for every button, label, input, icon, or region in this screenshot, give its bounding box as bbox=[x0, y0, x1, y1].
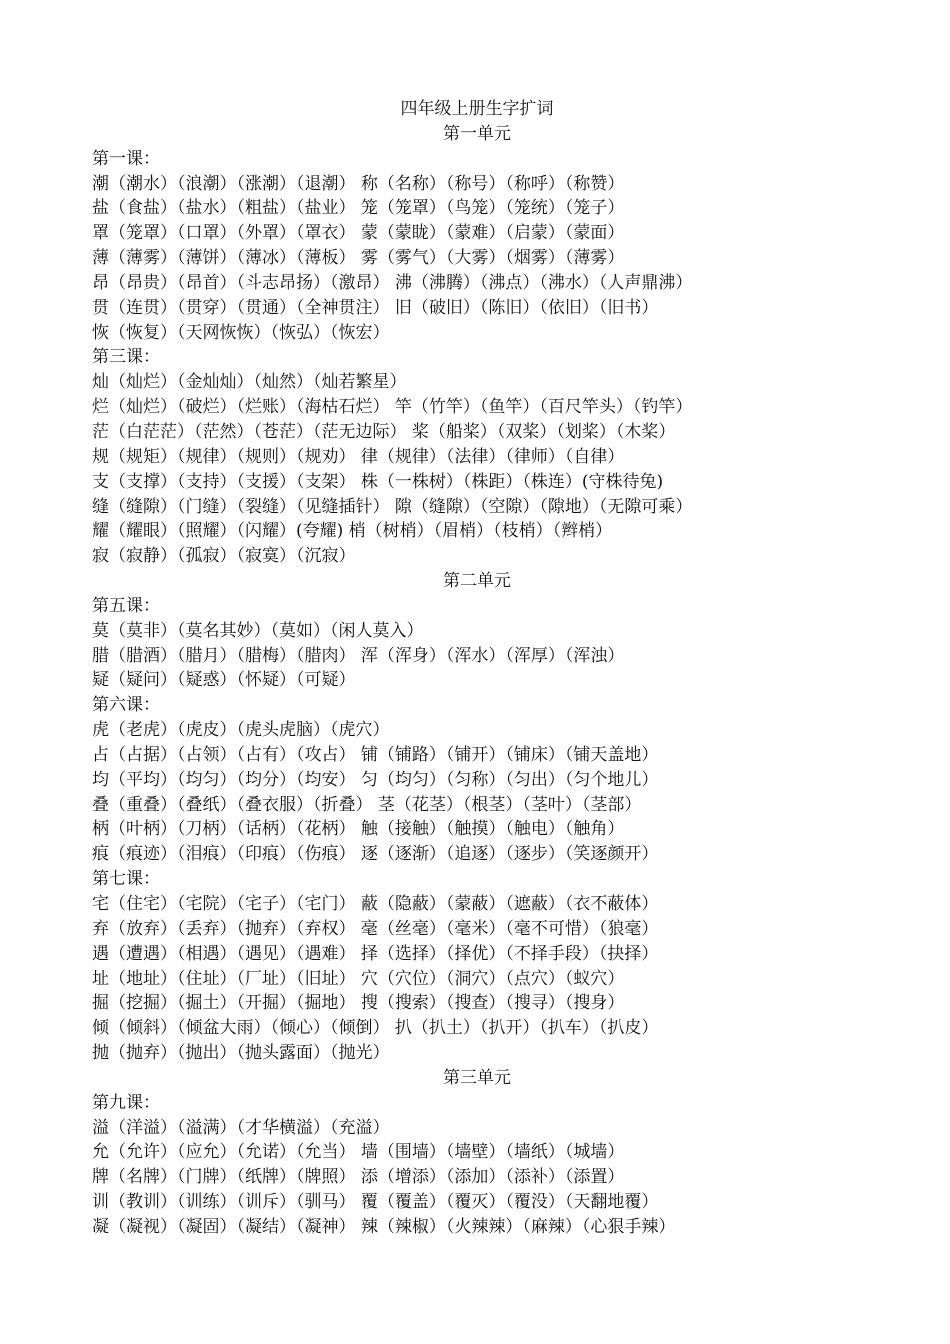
word-line: 溢（洋溢）（溢满）（才华横溢）（充溢） bbox=[92, 1117, 390, 1138]
word-line: 潮（潮水）（浪潮）（涨潮）（退潮） 称（名称）（称号）（称呼）（称赞） bbox=[92, 173, 625, 194]
word-line: 支（支撑）（支持）（支援）（支架） 株（一株树）（株距）（株连）(守株待兔) bbox=[92, 471, 664, 492]
word-line: 耀（耀眼）（照耀）（闪耀）(夸耀) 梢（树梢）（眉梢）（枝梢）（辫梢） bbox=[92, 521, 613, 542]
word-line: 均（平均）（均匀）（均分）（均安） 匀（均匀）（匀称）（匀出）（匀个地儿） bbox=[92, 769, 659, 790]
word-line: 凝（凝视）（凝固）（凝结）（凝神） 辣（辣椒）（火辣辣）（麻辣）（心狠手辣） bbox=[92, 1216, 676, 1237]
word-line: 昂（昂贵）（昂首）（斗志昂扬）（激昂） 沸（沸腾）（沸点）（沸水）（人声鼎沸） bbox=[92, 272, 693, 293]
word-line: 址（地址）（住址）（厂址）（旧址） 穴（穴位）（洞穴）（点穴）（蚁穴） bbox=[92, 968, 625, 989]
word-line: 寂（寂静）（孤寂）（寂寞）（沉寂） bbox=[92, 546, 356, 567]
word-line: 疑（疑问）（疑惑）（怀疑）（可疑） bbox=[92, 670, 356, 691]
word-line: 盐（食盐）（盐水）（粗盐）（盐业） 笼（笼罩）（鸟笼）（笼统）（笼子） bbox=[92, 198, 625, 219]
unit-heading: 第三单元 bbox=[443, 1067, 511, 1088]
word-line: 腊（腊酒）（腊月）（腊梅）（腊肉） 浑（浑身）（浑水）（浑厚）（浑浊） bbox=[92, 645, 625, 666]
word-line: 允（允许）（应允）（允诺）（允当） 墙（围墙）（墙壁）（墙纸）（城墙） bbox=[92, 1142, 625, 1163]
unit-heading: 第二单元 bbox=[443, 571, 511, 592]
word-line: 恢（恢复）（天网恢恢）（恢弘）（恢宏） bbox=[92, 322, 390, 343]
word-line: 训（教训）（训练）（训斥）（驯马） 覆（覆盖）（覆灭）（覆没）（天翻地覆） bbox=[92, 1192, 659, 1213]
lesson-heading: 第五课： bbox=[92, 595, 160, 616]
word-line: 缝（缝隙）（门缝）（裂缝）（见缝插针） 隙（缝隙）（空隙）（隙地）（无隙可乘） bbox=[92, 496, 693, 517]
word-line: 规（规矩）（规律）（规则）（规劝） 律（规律）（法律）（律师）（自律） bbox=[92, 446, 625, 467]
unit-heading: 第一单元 bbox=[443, 123, 511, 144]
word-line: 薄（薄雾）（薄饼）（薄冰）（薄板） 雾（雾气）（大雾）（烟雾）（薄雾） bbox=[92, 248, 625, 269]
word-line: 占（占据）（占领）（占有）（攻占） 铺（铺路）（铺开）（铺床）（铺天盖地） bbox=[92, 744, 659, 765]
lesson-heading: 第九课： bbox=[92, 1092, 160, 1113]
word-line: 痕（痕迹）（泪痕）（印痕）（伤痕） 逐（逐渐）（追逐）（逐步）（笑逐颜开） bbox=[92, 844, 659, 865]
word-line: 莫（莫非）（莫名其妙）（莫如）（闲人莫入） bbox=[92, 620, 424, 641]
word-line: 柄（叶柄）（刀柄）（话柄）（花柄） 触（接触）（触摸）（触电）（触角） bbox=[92, 819, 625, 840]
word-line: 牌（名牌）（门牌）（纸牌）（牌照） 添（增添）（添加）（添补）（添置） bbox=[92, 1167, 625, 1188]
word-line: 宅（住宅）（宅院）（宅子）（宅门） 蔽（隐蔽）（蒙蔽）（遮蔽）（衣不蔽体） bbox=[92, 894, 659, 914]
lesson-heading: 第六课： bbox=[92, 695, 160, 716]
lesson-heading: 第七课： bbox=[92, 869, 160, 890]
word-list bbox=[92, 122, 862, 1240]
word-line: 贯（连贯）（贯穿）（贯通）（全神贯注） 旧（破旧）（陈旧）（依旧）（旧书） bbox=[92, 297, 659, 318]
word-line: 倾（倾斜）（倾盆大雨）（倾心）（倾倒） 扒（扒土）（扒开）（扒车）（扒皮） bbox=[92, 1018, 659, 1039]
word-line: 罩（笼罩）（口罩）（外罩）（罩衣） 蒙（蒙眬）（蒙难）（启蒙）（蒙面） bbox=[92, 223, 625, 244]
word-line: 遇（遭遇）（相遇）（遇见）（遇难） 择（选择）（择优）（不择手段）（抉择） bbox=[92, 943, 659, 964]
word-line: 抛（抛弃）（抛出）（抛头露面）（抛光） bbox=[92, 1043, 390, 1064]
lesson-heading: 第三课： bbox=[92, 347, 160, 368]
word-line: 叠（重叠）（叠纸）（叠衣服）（折叠） 茎（花茎）（根茎）（茎叶）（茎部） bbox=[92, 794, 642, 815]
word-line: 掘（挖掘）（掘土）（开掘）（掘地） 搜（搜索）（搜查）（搜寻）（搜身） bbox=[92, 993, 625, 1014]
lesson-heading: 第一课： bbox=[92, 148, 160, 169]
word-line: 虎（老虎）（虎皮）（虎头虎脑）（虎穴） bbox=[92, 720, 390, 741]
word-line: 茫（白茫茫）（茫然）（苍茫）（茫无边际） 桨（船桨）（双桨）（划桨）（木桨） bbox=[92, 421, 676, 442]
word-line: 烂（灿烂）（破烂）（烂账）（海枯石烂） 竿（竹竿）（鱼竿）（百尺竿头）（钓竿） bbox=[92, 397, 693, 418]
word-line: 灿（灿烂）（金灿灿）（灿然）（灿若繁星） bbox=[92, 372, 407, 393]
document-title: 四年级上册生字扩词 bbox=[400, 99, 554, 119]
document-body bbox=[92, 97, 862, 1240]
word-line: 弃（放弃）（丢弃）（抛弃）（弃权） 毫（丝毫）（毫米）（毫不可惜）（狼毫） bbox=[92, 918, 659, 939]
